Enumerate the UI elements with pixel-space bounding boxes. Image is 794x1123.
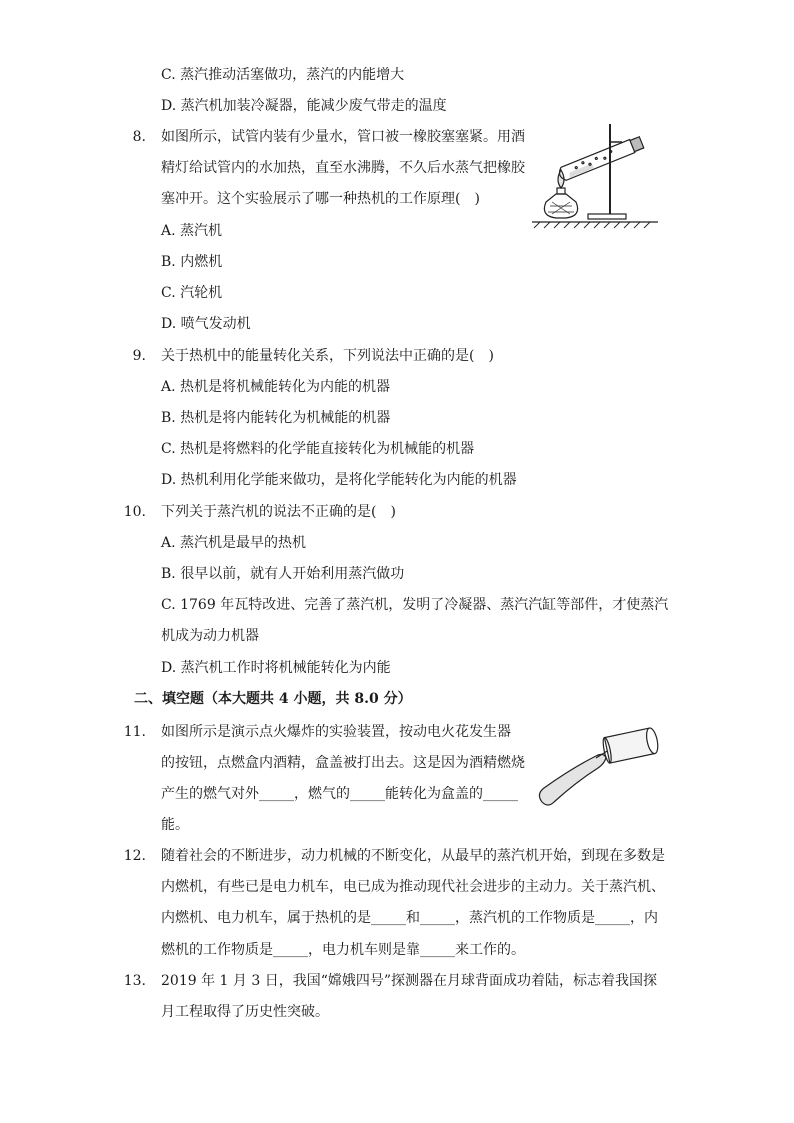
test-tube-apparatus-figure (530, 118, 660, 230)
q10-stem: 下列关于蒸汽机的说法不正确的是( ) (161, 504, 396, 520)
q9-option-a[interactable]: A. 热机是将机械能转化为内能的机器 (161, 379, 391, 395)
stand-base (588, 214, 626, 219)
q10-option-c-line2: 机成为动力机器 (161, 628, 259, 644)
q8-stem-line1: 如图所示，试管内装有少量水，管口被一橡胶塞塞紧。用酒 (161, 129, 525, 145)
q12-line4[interactable]: 燃机的工作物质是_____，电力机车则是靠_____来工作的。 (161, 942, 525, 958)
q9-option-c[interactable]: C. 热机是将燃料的化学能直接转化为机械能的机器 (161, 441, 475, 457)
q12-line3[interactable]: 内燃机、电力机车，属于热机的是_____和_____，蒸汽机的工作物质是_____，内 (161, 910, 658, 926)
q11-number: 11. (123, 724, 146, 740)
q8-option-d[interactable]: D. 喷气发动机 (161, 316, 251, 332)
q9-number: 9. (132, 348, 146, 364)
q11-line3[interactable]: 产生的燃气对外_____，燃气的_____能转化为盒盖的_____ (161, 786, 518, 802)
q13-number: 13. (123, 973, 146, 989)
q13-line1: 2019 年 1 月 3 日，我国“嫦娥四号”探测器在月球背面成功着陆，标志着我国探 (161, 973, 658, 989)
q12-number: 12. (123, 848, 146, 864)
q10-option-a[interactable]: A. 蒸汽机是最早的热机 (161, 535, 307, 551)
cup (602, 727, 660, 764)
q10-option-b[interactable]: B. 很早以前，就有人开始利用蒸汽做功 (161, 566, 405, 582)
section2-heading: 二、填空题（本大题共 4 小题，共 8.0 分） (134, 691, 412, 707)
q11-line1: 如图所示是演示点火爆炸的实验装置，按动电火花发生器 (161, 724, 511, 740)
q9-stem: 关于热机中的能量转化关系，下列说法中正确的是( ) (161, 348, 494, 364)
q10-option-d[interactable]: D. 蒸汽机工作时将机械能转化为内能 (161, 660, 391, 676)
q8-number: 8. (132, 129, 146, 145)
q7-option-c[interactable]: C. 蒸汽推动活塞做功，蒸汽的内能增大 (161, 67, 405, 83)
q8-option-c[interactable]: C. 汽轮机 (161, 285, 223, 301)
q8-stem-line2: 精灯给试管内的水加热，直至水沸腾，不久后水蒸气把橡胶 (161, 160, 525, 176)
q12-line1: 随着社会的不断进步，动力机械的不断变化，从最早的蒸汽机开始，到现在多数是 (161, 848, 665, 864)
q8-option-a[interactable]: A. 蒸汽机 (161, 223, 223, 239)
ground-hatching (534, 222, 650, 228)
q9-option-d[interactable]: D. 热机利用化学能来做功，是将化学能转化为内能的机器 (161, 472, 517, 488)
q11-line4: 能。 (161, 817, 189, 833)
q7-option-d[interactable]: D. 蒸汽机加装冷凝器，能减少废气带走的温度 (161, 98, 447, 114)
ignition-apparatus-figure (532, 712, 662, 812)
rubber-stopper (630, 137, 644, 152)
q12-line2: 内燃机，有些已是电力机车，电已成为推动现代社会进步的主动力。关于蒸汽机、 (161, 879, 665, 895)
q8-option-b[interactable]: B. 内燃机 (161, 254, 223, 270)
q10-option-c-line1[interactable]: C. 1769 年瓦特改进、完善了蒸汽机，发明了冷凝器、蒸汽汽缸等部件，才使蒸汽 (161, 597, 669, 613)
q9-option-b[interactable]: B. 热机是将内能转化为机械能的机器 (161, 410, 391, 426)
q8-stem-line3: 塞冲开。这个实验展示了哪一种热机的工作原理( ) (161, 191, 480, 207)
q11-line2: 的按钮，点燃盒内酒精，盒盖被打出去。这是因为酒精燃烧 (161, 755, 525, 771)
q13-line2: 月工程取得了历史性突破。 (161, 1004, 329, 1020)
q10-number: 10. (123, 504, 146, 520)
spark-generator-handle (539, 754, 606, 805)
test-tube (557, 136, 644, 182)
